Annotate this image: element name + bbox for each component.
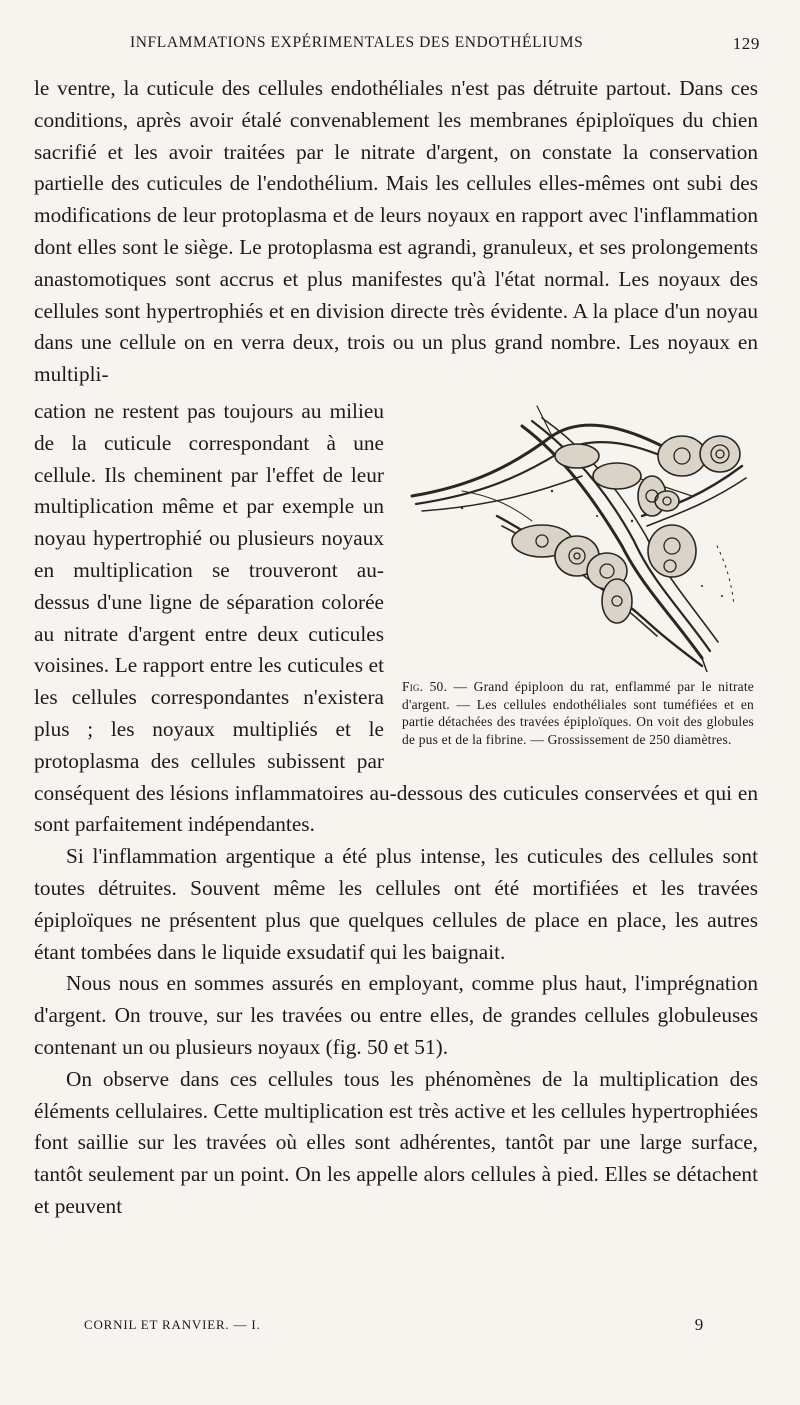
signature-mark: CORNIL ET RANVIER. — I. — [84, 1317, 261, 1332]
figure-50 — [396, 396, 758, 748]
figure-caption — [402, 678, 754, 748]
signature-number: 9 — [694, 1315, 704, 1334]
running-title: INFLAMMATIONS EXPÉRIMENTALES DES ENDOTHÉLIUMS — [130, 34, 584, 51]
paragraph-1-continued: cation ne restent pas toujours au milieu de la cuticule correspondant à une cellule. Ils cheminent par l'effet de leur multiplication même et par exemple un noyau hypertrophié ou plusieurs noyaux en multiplication se trouveront au-dessus d'une ligne de séparation colorée au nitrate d'argent entre deux cuticules voisines. Le rapport entre les cuticules et les cellules correspondantes n'existera plus ; les noyaux multipliés et le protoplasma des cellules subissent par conséquent des lésions inflammatoires au-dessous des cuticules conservées et qui en sont parfaitement indépendantes. — [34, 399, 758, 837]
paragraph-2: Si l'inflammation argentique a été plus intense, les cuticules des cellules sont toutes détruites. Souvent même les cellules ont été mortifiées et les travées épiploïques ne présentent plus que quelques cellules de place en place, les autres étant tombées dans le liquide exsudatif qui les baignait. — [34, 844, 758, 964]
figure-label: Fig. 50. — [402, 679, 448, 694]
paragraph-4: On observe dans ces cellules tous les phénomènes de la multiplication des éléments cellulaires. Cette multiplication est très active et les cellules hypertrophiées font saillie sur les travées où elles sont adhérentes, tantôt par une large surface, tantôt seulement par un point. On les appelle alors cellules à pied. Elles se détachent et peuvent — [34, 1066, 758, 1218]
figure-caption-text: — Grand épiploon du rat, enflammé par le nitrate d'argent. — Les cellules endothéliales sont tuméfiées et en partie détachées des travées épiploïques. On voit des globules de pus et de la fibrine. — Grossissement de 250 diamètres. — [402, 679, 754, 747]
text-with-figure — [34, 396, 758, 1223]
paragraph-3: Nous nous en sommes assurés en employant, comme plus haut, l'imprégnation d'argent. On trouve, sur les travées ou entre elles, de grandes cellules globuleuses contenant un ou plusieurs noyaux (fig. 50 et 51). — [34, 971, 758, 1059]
paragraph-1-intro: le ventre, la cuticule des cellules endothéliales n'est pas détruite partout. Dans ces conditions, après avoir étalé convenablement les membranes épiploïques du chien sacrifié et les avoir traitées par le nitrate d'argent, on constate la conservation partielle des cuticules de l'endothélium. Mais les cellules elles-mêmes ont subi des modifications de leur protoplasma et de leurs noyaux en rapport avec l'inflammation dont elles sont le siège. Le protoplasma est agrandi, granuleux, et ses prolongements anastomotiques sont accrus et plus manifestes qu'à l'état normal. Les noyaux des cellules sont hypertrophiés et en division directe très évidente. A la place d'un noyau dans une cellule on en verra deux, trois ou un plus grand nombre. Les noyaux en multipli- — [34, 76, 758, 387]
epiploon-illustration — [402, 396, 752, 672]
page-number: 129 — [732, 34, 760, 53]
